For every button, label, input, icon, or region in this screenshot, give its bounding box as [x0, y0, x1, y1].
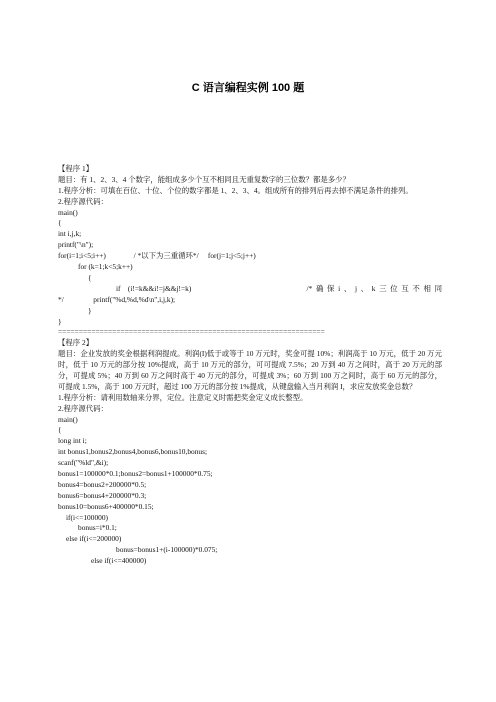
code-line: if(i<=100000): [66, 512, 108, 522]
document-body: [58, 150, 442, 567]
code-line: bonus=i*0.1;: [78, 523, 117, 533]
code-line: {: [58, 425, 62, 435]
code-comment: /* 确 保 i 、 j 、 k 三 位 互 不 相 同: [306, 283, 442, 293]
code-line: int bonus1,bonus2,bonus4,bonus6,bonus10,bonus;: [58, 447, 208, 457]
separator: ================================================================: [58, 327, 325, 337]
code-line: main(): [58, 414, 78, 424]
code-line: {: [88, 272, 92, 282]
code-line: bonus4=bonus2+200000*0.5;: [58, 479, 147, 489]
page-title: C 语言编程实例 100 题: [191, 82, 305, 94]
code-line: }: [58, 316, 62, 326]
code-line: bonus1=100000*0.1;bonus2=bonus1+100000*0.75;: [58, 469, 213, 479]
code-line: int i,j,k;: [58, 229, 82, 239]
code-line: */ printf("%d,%d,%d\n",i,j,k);: [58, 294, 176, 304]
code-line: }: [88, 305, 92, 315]
program-2-source-label: 2.程序源代码：: [58, 403, 108, 413]
code-line: for(i=1;i<5;i++) / *以下为三重循环*/ for(j=1;j<5;j++): [58, 251, 256, 261]
program-1-question: 题目：有 1、2、3、4 个数字，能组成多少个互不相同且无重复数字的三位数？都是多少？: [58, 174, 350, 184]
code-line: scanf("%ld",&i);: [58, 458, 109, 468]
program-2-analysis: 1.程序分析：请利用数轴来分界，定位。注意定义时需把奖金定义成长整型。: [58, 392, 308, 402]
code-line: else if(i<=400000): [91, 556, 147, 566]
program-1-source-label: 2.程序源代码：: [58, 196, 108, 206]
code-line: bonus=bonus1+(i-100000)*0.075;: [116, 545, 218, 555]
code-line: long int i;: [58, 436, 87, 446]
program-2-question: 题目：企业发放的奖金根据利润提成。利润(I)低于或等于 10 万元时，奖金可提 10%；利润高于 10 万元，低于 20 万元时，低于 10 万元的部分按 10%提成，高于 10 万元的部分，可可提成 7.5%；20 万到 40 万之间时，高于 20 万元的部分，可提成 5%；40 万到 60 万之间时高于 40 万元的部分，可提成 3%；60 万到 100 万之间时，高于 60 万元的部分，可提成 1.5%，高于 100 万元时，超过 100 万元的部分按 1%提成，从键盘输入当月利润 I，求应发放奖金总数？: [58, 349, 442, 391]
code-if-row: [58, 284, 442, 295]
program-1-analysis: 1.程序分析：可填在百位、十位、个位的数字都是 1、2、3、4。组成所有的排列后再去掉不满足条件的排列。: [58, 185, 413, 195]
code-line: printf("\n");: [58, 240, 94, 250]
code-line: bonus6=bonus4+200000*0.3;: [58, 490, 147, 500]
code-line: {: [58, 218, 62, 228]
program-1-header: 【程序 1】: [58, 164, 94, 173]
code-if: if (i!=k&&i!=j&&j!=k): [116, 283, 192, 293]
code-line: for (k=1;k<5;k++): [78, 262, 133, 272]
code-line: else if(i<=200000): [66, 534, 122, 544]
program-2-header: 【程序 2】: [58, 338, 94, 348]
code-line: main(): [58, 207, 78, 217]
code-line: bonus10=bonus6+400000*0.15;: [58, 501, 154, 511]
